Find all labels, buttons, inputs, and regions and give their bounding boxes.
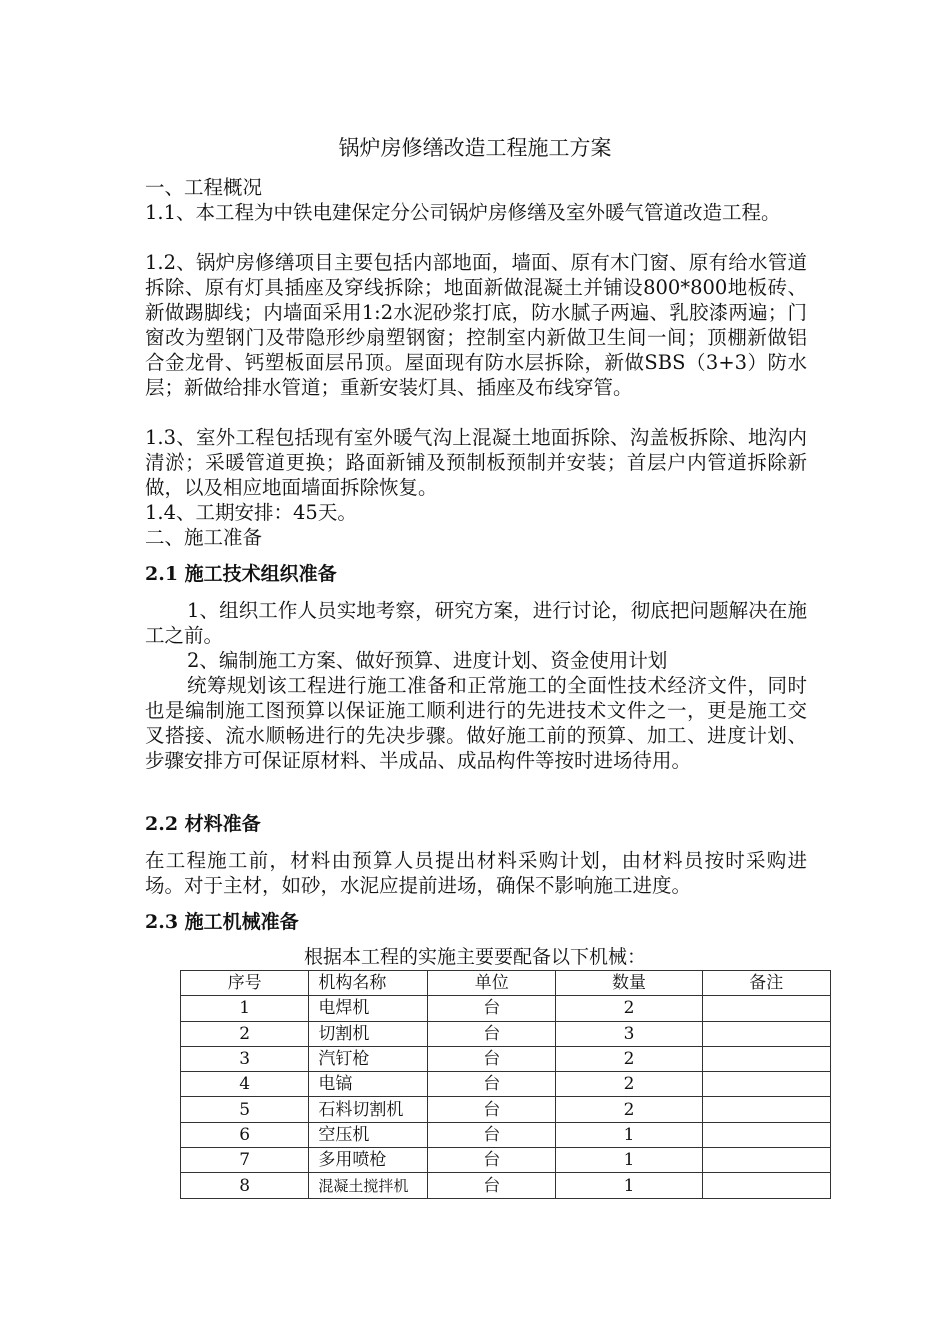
table-row [181, 1148, 831, 1173]
heading-2-2: 2.2 材料准备 [145, 813, 261, 835]
cell-name: 切割机 [309, 1021, 428, 1046]
cell-no: 3 [181, 1046, 309, 1071]
cell-note [702, 1021, 830, 1046]
table-row [181, 996, 831, 1021]
cell-name: 多用喷枪 [309, 1148, 428, 1173]
header-cell-qty: 数量 [556, 971, 702, 996]
cell-no: 1 [181, 996, 309, 1021]
table-caption: 根据本工程的实施主要要配备以下机械： [303, 946, 646, 968]
heading-2-1: 2.1 施工技术组织准备 [145, 563, 337, 585]
paragraph-2-2: 在工程施工前，材料由预算人员提出材料采购计划，由材料员按时采购进场。对于主材，如砂，水泥应提前进场，确保不影响施工进度。 [145, 849, 807, 897]
paragraph-2-1-a: 1、组织工作人员实地考察，研究方案，进行讨论，彻底把问题解决在施工之前。 [145, 599, 807, 647]
paragraph-1-4: 1.4、工期安排：45天。 [145, 501, 357, 524]
cell-note [702, 1097, 830, 1122]
table-row [181, 1046, 831, 1071]
cell-note [702, 1046, 830, 1071]
cell-note [702, 1173, 830, 1198]
header-cell-name: 机构名称 [309, 971, 428, 996]
cell-unit: 台 [428, 1021, 556, 1046]
cell-unit: 台 [428, 1046, 556, 1071]
heading-2-3: 2.3 施工机械准备 [145, 911, 299, 933]
cell-name: 混凝土搅拌机 [309, 1173, 428, 1198]
cell-unit: 台 [428, 1097, 556, 1122]
cell-note [702, 1072, 830, 1097]
cell-name: 电镐 [309, 1072, 428, 1097]
cell-unit: 台 [428, 1122, 556, 1147]
paragraph-1-3: 1.3、室外工程包括现有室外暖气沟上混凝土地面拆除、沟盖板拆除、地沟内清淤；采暖管道更换；路面新铺及预制板预制并安装；首层户内管道拆除新做，以及相应地面墙面拆除恢复。 [145, 426, 807, 499]
paragraph-2-1-c: 统筹规划该工程进行施工准备和正常施工的全面性技术经济文件，同时也是编制施工图预算以保证施工顺利进行的先进技术文件之一，更是施工交叉搭接、流水顺畅进行的先决步骤。做好施工前的预算、加工、进度计划、步骤安排方可保证原材料、半成品、成品构件等按时进场待用。 [145, 674, 807, 772]
cell-no: 5 [181, 1097, 309, 1122]
cell-unit: 台 [428, 1072, 556, 1097]
cell-qty: 1 [556, 1122, 702, 1147]
cell-qty: 1 [556, 1173, 702, 1198]
table-header-row [181, 971, 831, 996]
table-row [181, 1173, 831, 1198]
cell-qty: 2 [556, 996, 702, 1021]
cell-note [702, 1122, 830, 1147]
table-row [181, 1072, 831, 1097]
cell-name: 电焊机 [309, 996, 428, 1021]
cell-unit: 台 [428, 996, 556, 1021]
cell-qty: 3 [556, 1021, 702, 1046]
paragraph-2-1-b: 2、编制施工方案、做好预算、进度计划、资金使用计划 [187, 649, 668, 672]
paragraph-1-2: 1.2、锅炉房修缮项目主要包括内部地面，墙面、原有木门窗、原有给水管道拆除、原有灯具插座及穿线拆除；地面新做混凝土并铺设800*800地板砖、新做踢脚线；内墙面采用1:2水泥砂浆打底，防水腻子两遍、乳胶漆两遍；门窗改为塑钢门及带隐形纱扇塑钢窗；控制室内新做卫生间一间；顶棚新做铝合金龙骨、钙塑板面层吊顶。屋面现有防水层拆除，新做SBS（3+3）防水层；新做给排水管道；重新安装灯具、插座及布线穿管。 [145, 251, 807, 399]
cell-name: 汽钉枪 [309, 1046, 428, 1071]
table-row [181, 1097, 831, 1122]
page-title: 锅炉房修缮改造工程施工方案 [338, 136, 612, 160]
header-cell-note: 备注 [702, 971, 830, 996]
equipment-table [180, 970, 831, 1199]
cell-qty: 2 [556, 1097, 702, 1122]
cell-note [702, 996, 830, 1021]
cell-no: 7 [181, 1148, 309, 1173]
cell-note [702, 1148, 830, 1173]
paragraph-1-1: 1.1、本工程为中铁电建保定分公司锅炉房修缮及室外暖气管道改造工程。 [145, 201, 781, 224]
cell-no: 2 [181, 1021, 309, 1046]
cell-no: 6 [181, 1122, 309, 1147]
table-row [181, 1122, 831, 1147]
cell-qty: 2 [556, 1046, 702, 1071]
header-cell-unit: 单位 [428, 971, 556, 996]
section-1-heading: 一、工程概况 [145, 176, 263, 199]
cell-qty: 1 [556, 1148, 702, 1173]
cell-name: 石料切割机 [309, 1097, 428, 1122]
cell-qty: 2 [556, 1072, 702, 1097]
cell-no: 8 [181, 1173, 309, 1198]
cell-unit: 台 [428, 1148, 556, 1173]
cell-no: 4 [181, 1072, 309, 1097]
cell-unit: 台 [428, 1173, 556, 1198]
table-row [181, 1021, 831, 1046]
section-2-heading: 二、施工准备 [145, 526, 263, 549]
cell-name: 空压机 [309, 1122, 428, 1147]
header-cell-no: 序号 [181, 971, 309, 996]
